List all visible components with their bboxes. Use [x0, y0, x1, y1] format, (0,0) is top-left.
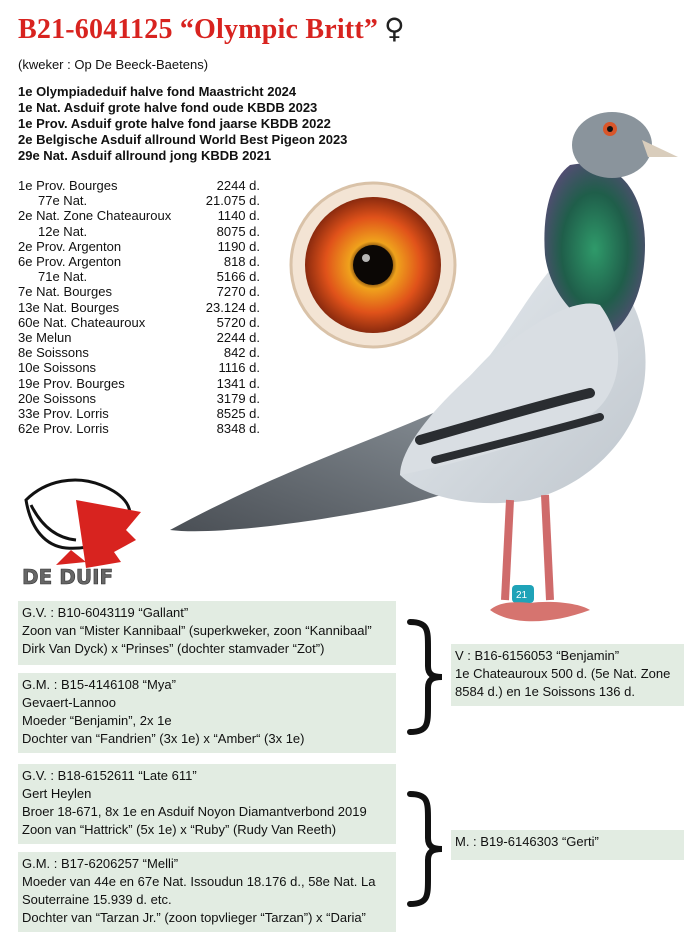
pedigree-line: Zoon van “Hattrick” (5x 1e) x “Ruby” (Rudy Van Reeth)	[22, 822, 337, 837]
result-value: 1341 d.	[216, 375, 260, 391]
result-label: 6e Prov. Argenton	[18, 254, 122, 270]
pedigree-grandsire-maternal	[18, 764, 396, 844]
result-label: 20e Soissons	[18, 390, 97, 406]
result-label: 1e Prov. Bourges	[18, 178, 118, 193]
result-value: 8348 d.	[216, 421, 260, 437]
result-label: 33e Prov. Lorris	[18, 406, 109, 422]
pedigree-line: G.V. : B18-6152611 “Late 611”	[22, 768, 197, 783]
pedigree-line: Moeder van 44e en 67e Nat. Issoudun 18.176 d., 58e Nat. La	[22, 874, 376, 889]
result-label: 12e Nat.	[38, 223, 88, 239]
pedigree-line: Dochter van “Fandrien” (3x 1e) x “Amber“ (3x 1e)	[22, 731, 305, 746]
result-value: 1116 d.	[218, 360, 260, 376]
achievement-item: 1e Prov. Asduif grote halve fond jaarse KBDB 2022	[18, 116, 331, 131]
pedigree-line: Gert Heylen	[22, 786, 92, 801]
pedigree-line: Broer 18-671, 8x 1e en Asduif Noyon Diamantverbond 2019	[22, 804, 367, 819]
pedigree-sire	[451, 644, 684, 706]
result-value: 3179 d.	[216, 390, 260, 406]
logo-text: DE DUIF	[22, 565, 114, 589]
pedigree-line: 8584 d.) en 1e Soissons 136 d.	[455, 684, 635, 699]
result-label: 60e Nat. Chateauroux	[18, 314, 146, 330]
female-symbol-icon: ♀	[384, 12, 405, 45]
pigeon-name: B21-6041125 “Olympic Britt”	[18, 14, 379, 45]
pedigree-line: Gevaert-Lannoo	[22, 695, 116, 710]
result-label: 71e Nat.	[38, 269, 88, 285]
result-label: 3e Melun	[18, 330, 72, 346]
result-label: 77e Nat.	[38, 193, 88, 209]
eye-closeup	[288, 180, 458, 350]
result-value: 5720 d.	[216, 314, 260, 330]
pedigree-line: V : B16-6156053 “Benjamin”	[455, 648, 620, 663]
pedigree-line: 1e Chateauroux 500 d. (5e Nat. Zone	[455, 666, 671, 681]
result-label: 2e Prov. Argenton	[18, 238, 122, 254]
brace-icon	[402, 618, 448, 736]
breeder-line: (kweker : Op De Beeck-Baetens)	[18, 57, 209, 72]
achievement-item: 1e Nat. Asduif grote halve fond oude KBDB 2023	[18, 100, 318, 115]
pedigree-line: M. : B19-6146303 “Gerti”	[455, 834, 599, 849]
result-label: 62e Prov. Lorris	[18, 421, 109, 437]
result-label: 10e Soissons	[18, 360, 97, 376]
pedigree-grandsire-paternal	[18, 601, 396, 665]
achievement-item: 1e Olympiadeduif halve fond Maastricht 2024	[18, 84, 297, 99]
result-value: 21.075 d.	[205, 193, 260, 209]
result-value: 2244 d.	[216, 330, 260, 346]
result-value: 1190 d.	[217, 238, 260, 254]
result-value: 8525 d.	[216, 406, 260, 422]
pedigree-dam	[451, 830, 684, 860]
pedigree-line: Souterraine 15.939 d. etc.	[22, 892, 172, 907]
result-value: 23.124 d.	[205, 299, 260, 315]
pedigree-line: G.V. : B10-6043119 “Gallant”	[22, 605, 189, 620]
achievement-item: 29e Nat. Asduif allround jong KBDB 2021	[18, 148, 272, 163]
pigeon-title	[18, 12, 405, 46]
pedigree-line: Dirk Van Dyck) x “Prinses” (dochter stamvader “Zot”)	[22, 641, 325, 656]
pedigree-granddam-paternal	[18, 673, 396, 753]
pedigree-line: G.M. : B17-6206257 “Melli”	[22, 856, 179, 871]
result-value: 1140 d.	[217, 208, 260, 224]
pedigree-line: Zoon van “Mister Kannibaal” (superkweker, zoon “Kannibaal”	[22, 623, 372, 638]
result-value: 842 d.	[223, 345, 260, 361]
pedigree-line: G.M. : B15-4146108 “Mya”	[22, 677, 176, 692]
result-value: 8075 d.	[216, 223, 260, 239]
result-label: 19e Prov. Bourges	[18, 375, 125, 391]
pedigree-line: Dochter van “Tarzan Jr.” (zoon topvlieger “Tarzan”) x “Daria”	[22, 910, 366, 925]
ring-label: 21	[516, 590, 528, 601]
result-value: 818 d.	[223, 254, 260, 270]
brace-icon	[402, 790, 448, 908]
result-label: 7e Nat. Bourges	[18, 284, 112, 300]
pedigree-granddam-maternal	[18, 852, 396, 932]
pedigree-line: Moeder “Benjamin”, 2x 1e	[22, 713, 172, 728]
achievement-item: 2e Belgische Asduif allround World Best Pigeon 2023	[18, 132, 348, 147]
result-label: 13e Nat. Bourges	[18, 299, 120, 315]
result-value: 7270 d.	[216, 284, 260, 300]
de-duif-logo	[16, 470, 151, 590]
result-value: 5166 d.	[216, 269, 260, 285]
result-label: 8e Soissons	[18, 345, 89, 361]
result-label: 2e Nat. Zone Chateauroux	[18, 208, 172, 224]
result-value: 2244 d.	[216, 178, 260, 193]
